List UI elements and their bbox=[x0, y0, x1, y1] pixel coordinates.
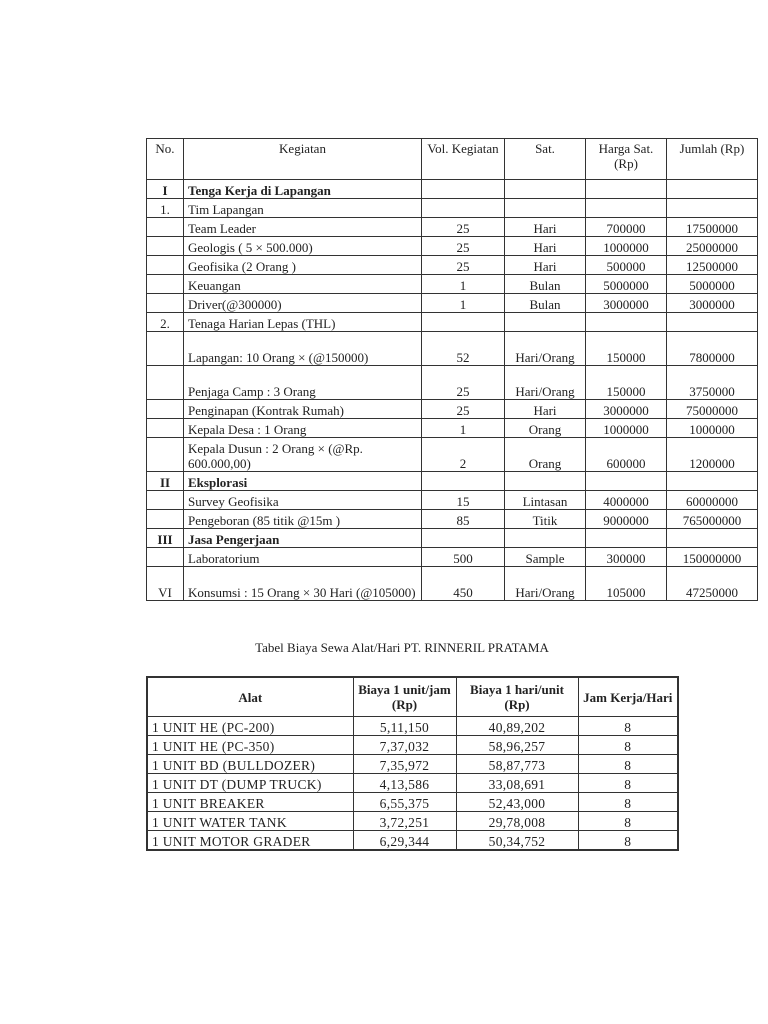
cell-harga: 150000 bbox=[586, 366, 667, 400]
cell-no bbox=[147, 548, 184, 567]
cell-harga: 1000000 bbox=[586, 237, 667, 256]
cell-harga bbox=[586, 472, 667, 491]
cell-sat: Hari bbox=[505, 256, 586, 275]
cell-kegiatan: Eksplorasi bbox=[184, 472, 422, 491]
cell-harga: 700000 bbox=[586, 218, 667, 237]
cell-alat: 1 UNIT BD (BULLDOZER) bbox=[147, 755, 353, 774]
cell-per_hari: 52,43,000 bbox=[456, 793, 578, 812]
cell-jam: 8 bbox=[578, 831, 678, 851]
table-row bbox=[147, 366, 758, 400]
cell-alat: 1 UNIT DT (DUMP TRUCK) bbox=[147, 774, 353, 793]
cell-vol: 25 bbox=[422, 256, 505, 275]
cell-no: VI bbox=[147, 567, 184, 601]
cell-jam: 8 bbox=[578, 736, 678, 755]
cell-sat bbox=[505, 180, 586, 199]
table-row bbox=[147, 237, 758, 256]
cell-no bbox=[147, 510, 184, 529]
cell-jumlah: 3750000 bbox=[667, 366, 758, 400]
cell-sat: Orang bbox=[505, 438, 586, 472]
table-row bbox=[147, 294, 758, 313]
cell-kegiatan: Konsumsi : 15 Orang × 30 Hari (@105000) bbox=[184, 567, 422, 601]
table-row bbox=[147, 218, 758, 237]
cell-kegiatan: Keuangan bbox=[184, 275, 422, 294]
cell-harga: 600000 bbox=[586, 438, 667, 472]
cell-per_hari: 40,89,202 bbox=[456, 717, 578, 736]
cell-harga bbox=[586, 313, 667, 332]
cell-vol: 25 bbox=[422, 400, 505, 419]
cell-per_jam: 6,55,375 bbox=[353, 793, 456, 812]
cell-sat: Lintasan bbox=[505, 491, 586, 510]
table-row bbox=[147, 400, 758, 419]
cell-kegiatan: Driver(@300000) bbox=[184, 294, 422, 313]
column-header: Jumlah (Rp) bbox=[667, 139, 758, 180]
cell-jumlah bbox=[667, 180, 758, 199]
cell-jam: 8 bbox=[578, 755, 678, 774]
cell-no bbox=[147, 419, 184, 438]
cell-harga: 150000 bbox=[586, 332, 667, 366]
cell-vol: 2 bbox=[422, 438, 505, 472]
section-row bbox=[147, 472, 758, 491]
cell-per_jam: 4,13,586 bbox=[353, 774, 456, 793]
cell-jumlah: 75000000 bbox=[667, 400, 758, 419]
cell-harga: 9000000 bbox=[586, 510, 667, 529]
cell-vol: 1 bbox=[422, 275, 505, 294]
cell-sat bbox=[505, 472, 586, 491]
budget-table bbox=[146, 138, 758, 601]
cell-jam: 8 bbox=[578, 793, 678, 812]
cell-vol bbox=[422, 180, 505, 199]
cell-jam: 8 bbox=[578, 717, 678, 736]
cell-vol: 1 bbox=[422, 294, 505, 313]
table-row bbox=[147, 831, 678, 851]
cell-vol bbox=[422, 313, 505, 332]
table-row bbox=[147, 736, 678, 755]
cell-kegiatan: Lapangan: 10 Orang × (@150000) bbox=[184, 332, 422, 366]
column-header: Jam Kerja/Hari bbox=[578, 677, 678, 717]
column-header: Harga Sat. (Rp) bbox=[586, 139, 667, 180]
section-row bbox=[147, 529, 758, 548]
cell-no bbox=[147, 400, 184, 419]
cell-sat: Bulan bbox=[505, 275, 586, 294]
cell-per_hari: 33,08,691 bbox=[456, 774, 578, 793]
cell-per_hari: 50,34,752 bbox=[456, 831, 578, 851]
cell-vol bbox=[422, 199, 505, 218]
cell-harga bbox=[586, 180, 667, 199]
cell-no bbox=[147, 438, 184, 472]
cell-per_hari: 29,78,008 bbox=[456, 812, 578, 831]
cell-kegiatan: Pengeboran (85 titik @15m ) bbox=[184, 510, 422, 529]
cell-sat: Hari/Orang bbox=[505, 332, 586, 366]
cell-per_jam: 7,35,972 bbox=[353, 755, 456, 774]
cell-jumlah: 7800000 bbox=[667, 332, 758, 366]
cell-kegiatan: Kepala Desa : 1 Orang bbox=[184, 419, 422, 438]
table-row bbox=[147, 793, 678, 812]
cell-per_hari: 58,96,257 bbox=[456, 736, 578, 755]
table-row bbox=[147, 812, 678, 831]
table-row bbox=[147, 199, 758, 218]
cell-no: I bbox=[147, 180, 184, 199]
cell-vol: 25 bbox=[422, 366, 505, 400]
cell-sat: Hari bbox=[505, 237, 586, 256]
cell-jumlah: 1200000 bbox=[667, 438, 758, 472]
cell-harga: 300000 bbox=[586, 548, 667, 567]
table-row bbox=[147, 491, 758, 510]
cell-vol: 25 bbox=[422, 237, 505, 256]
cell-harga bbox=[586, 529, 667, 548]
cell-sat bbox=[505, 199, 586, 218]
cell-sat: Hari bbox=[505, 400, 586, 419]
cell-jumlah: 765000000 bbox=[667, 510, 758, 529]
column-header: Vol. Kegiatan bbox=[422, 139, 505, 180]
cell-no: 2. bbox=[147, 313, 184, 332]
cell-vol: 500 bbox=[422, 548, 505, 567]
cell-sat: Titik bbox=[505, 510, 586, 529]
cell-sat: Hari/Orang bbox=[505, 366, 586, 400]
cell-alat: 1 UNIT WATER TANK bbox=[147, 812, 353, 831]
rental-table-header bbox=[147, 677, 678, 717]
cell-no: III bbox=[147, 529, 184, 548]
cell-jumlah: 47250000 bbox=[667, 567, 758, 601]
cell-per_hari: 58,87,773 bbox=[456, 755, 578, 774]
table-row bbox=[147, 313, 758, 332]
cell-jam: 8 bbox=[578, 812, 678, 831]
cell-sat: Bulan bbox=[505, 294, 586, 313]
cell-harga: 105000 bbox=[586, 567, 667, 601]
table-row bbox=[147, 717, 678, 736]
table-row bbox=[147, 438, 758, 472]
cell-alat: 1 UNIT MOTOR GRADER bbox=[147, 831, 353, 851]
cell-jumlah bbox=[667, 529, 758, 548]
table-row bbox=[147, 332, 758, 366]
cell-no bbox=[147, 294, 184, 313]
cell-jumlah bbox=[667, 313, 758, 332]
cell-kegiatan: Jasa Pengerjaan bbox=[184, 529, 422, 548]
cell-alat: 1 UNIT HE (PC-200) bbox=[147, 717, 353, 736]
cell-sat: Sample bbox=[505, 548, 586, 567]
cell-sat bbox=[505, 529, 586, 548]
table-row bbox=[147, 774, 678, 793]
cell-harga: 4000000 bbox=[586, 491, 667, 510]
column-header: Sat. bbox=[505, 139, 586, 180]
cell-kegiatan: Tenaga Harian Lepas (THL) bbox=[184, 313, 422, 332]
cell-jumlah bbox=[667, 472, 758, 491]
cell-no bbox=[147, 332, 184, 366]
rental-table-caption: Tabel Biaya Sewa Alat/Hari PT. RINNERIL PRATAMA bbox=[255, 640, 549, 655]
cell-vol bbox=[422, 529, 505, 548]
table-row bbox=[147, 755, 678, 774]
table-row bbox=[147, 275, 758, 294]
section-row bbox=[147, 180, 758, 199]
table-row bbox=[147, 567, 758, 601]
cell-harga: 5000000 bbox=[586, 275, 667, 294]
cell-jumlah bbox=[667, 199, 758, 218]
cell-kegiatan: Geologis ( 5 × 500.000) bbox=[184, 237, 422, 256]
cell-kegiatan: Laboratorium bbox=[184, 548, 422, 567]
cell-harga: 3000000 bbox=[586, 400, 667, 419]
rental-table bbox=[146, 676, 679, 851]
cell-per_jam: 6,29,344 bbox=[353, 831, 456, 851]
cell-kegiatan: Tim Lapangan bbox=[184, 199, 422, 218]
cell-jumlah: 17500000 bbox=[667, 218, 758, 237]
cell-no bbox=[147, 237, 184, 256]
column-header: Kegiatan bbox=[184, 139, 422, 180]
cell-sat: Hari bbox=[505, 218, 586, 237]
cell-per_jam: 5,11,150 bbox=[353, 717, 456, 736]
cell-vol: 15 bbox=[422, 491, 505, 510]
cell-no bbox=[147, 256, 184, 275]
cell-sat bbox=[505, 313, 586, 332]
table-row bbox=[147, 419, 758, 438]
cell-kegiatan: Team Leader bbox=[184, 218, 422, 237]
cell-harga: 1000000 bbox=[586, 419, 667, 438]
cell-jumlah: 12500000 bbox=[667, 256, 758, 275]
column-header: Biaya 1 unit/jam (Rp) bbox=[353, 677, 456, 717]
cell-kegiatan: Geofisika (2 Orang ) bbox=[184, 256, 422, 275]
cell-kegiatan: Survey Geofisika bbox=[184, 491, 422, 510]
cell-kegiatan: Penginapan (Kontrak Rumah) bbox=[184, 400, 422, 419]
cell-vol: 450 bbox=[422, 567, 505, 601]
cell-harga bbox=[586, 199, 667, 218]
cell-no: II bbox=[147, 472, 184, 491]
cell-no bbox=[147, 275, 184, 294]
column-header: No. bbox=[147, 139, 184, 180]
cell-no bbox=[147, 366, 184, 400]
cell-no bbox=[147, 491, 184, 510]
table-row bbox=[147, 510, 758, 529]
cell-jam: 8 bbox=[578, 774, 678, 793]
cell-vol: 85 bbox=[422, 510, 505, 529]
cell-jumlah: 5000000 bbox=[667, 275, 758, 294]
budget-table-header bbox=[147, 139, 758, 180]
cell-sat: Orang bbox=[505, 419, 586, 438]
cell-vol: 25 bbox=[422, 218, 505, 237]
cell-per_jam: 7,37,032 bbox=[353, 736, 456, 755]
cell-harga: 500000 bbox=[586, 256, 667, 275]
cell-sat: Hari/Orang bbox=[505, 567, 586, 601]
cell-jumlah: 3000000 bbox=[667, 294, 758, 313]
column-header: Biaya 1 hari/unit (Rp) bbox=[456, 677, 578, 717]
cell-no bbox=[147, 218, 184, 237]
cell-jumlah: 150000000 bbox=[667, 548, 758, 567]
table-row bbox=[147, 548, 758, 567]
cell-no: 1. bbox=[147, 199, 184, 218]
cell-jumlah: 1000000 bbox=[667, 419, 758, 438]
cell-kegiatan: Penjaga Camp : 3 Orang bbox=[184, 366, 422, 400]
table-row bbox=[147, 256, 758, 275]
cell-alat: 1 UNIT HE (PC-350) bbox=[147, 736, 353, 755]
cell-vol: 52 bbox=[422, 332, 505, 366]
cell-jumlah: 25000000 bbox=[667, 237, 758, 256]
cell-per_jam: 3,72,251 bbox=[353, 812, 456, 831]
cell-vol bbox=[422, 472, 505, 491]
cell-vol: 1 bbox=[422, 419, 505, 438]
cell-kegiatan: Kepala Dusun : 2 Orang × (@Rp. 600.000,00) bbox=[184, 438, 422, 472]
cell-alat: 1 UNIT BREAKER bbox=[147, 793, 353, 812]
cell-kegiatan: Tenga Kerja di Lapangan bbox=[184, 180, 422, 199]
cell-harga: 3000000 bbox=[586, 294, 667, 313]
cell-jumlah: 60000000 bbox=[667, 491, 758, 510]
column-header: Alat bbox=[147, 677, 353, 717]
